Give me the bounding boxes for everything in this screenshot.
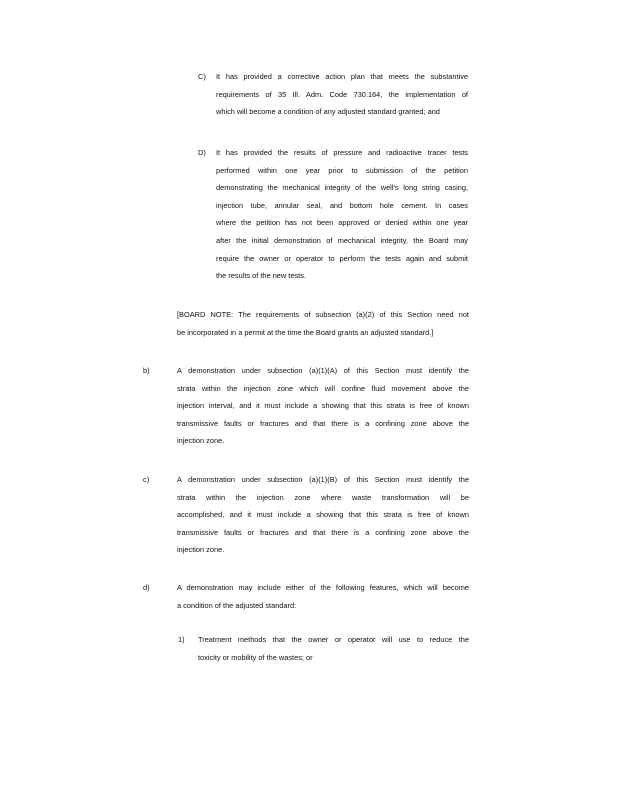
- paragraph-b: [177, 362, 469, 450]
- board-note: [177, 306, 469, 341]
- text-line: accomplished, and it must include a showing that this strata is free of known: [177, 510, 469, 520]
- text-line: A demonstration may include either of the following features, which will become: [177, 583, 469, 592]
- text-line: strata within the injection zone which will confine fluid movement above the: [177, 383, 469, 393]
- text-line: the results of the new tests.: [216, 271, 306, 281]
- text-line: strata within the injection zone where waste transformation will be: [177, 492, 469, 502]
- text-line: performed within one year prior to submission of the petition: [216, 165, 468, 175]
- paragraph-c-upper: [216, 68, 468, 121]
- text-line: which will become a condition of any adjusted standard granted; and: [216, 107, 440, 117]
- text-line: require the owner or operator to perform the tests again and submit: [216, 253, 468, 263]
- item-label-d: d): [143, 583, 150, 592]
- text-line: be incorporated in a permit at the time the Board grants an adjusted standard.]: [177, 327, 434, 337]
- text-line: Treatment methods that the owner or operator will use to reduce the: [198, 635, 469, 644]
- text-line: injection zone.: [177, 545, 225, 555]
- text-line: requirements of 35 Ill. Adm. Code 730.164, the implementation of: [216, 89, 468, 99]
- text-line: It has provided the results of pressure and radioactive tracer tests: [216, 148, 468, 157]
- text-line: A demonstration under subsection (a)(1)(B) of this Section must identify the: [177, 475, 469, 484]
- text-line: where the petition has not been approved or denied within one year: [216, 218, 468, 228]
- paragraph-d: [177, 579, 469, 614]
- paragraph-d-upper: [216, 144, 468, 285]
- item-label-c-upper: C): [198, 72, 206, 81]
- text-line: transmissive faults or fractures and that there is a confining zone above the: [177, 418, 469, 428]
- text-line: injection tube, annular seal, and bottom hole cement. In cases: [216, 200, 468, 210]
- item-label-1: 1): [178, 635, 185, 644]
- text-line: A demonstration under subsection (a)(1)(A) of this Section must identify the: [177, 366, 469, 375]
- text-line: injection zone.: [177, 436, 225, 446]
- text-line: toxicity or mobility of the wastes; or: [198, 652, 313, 662]
- text-line: demonstrating the mechanical integrity of the well's long string casing,: [216, 183, 468, 193]
- paragraph-c: [177, 471, 469, 559]
- text-line: a condition of the adjusted standard:: [177, 600, 297, 610]
- item-label-d-upper: D): [198, 148, 206, 157]
- text-line: [BOARD NOTE: The requirements of subsection (a)(2) of this Section need not: [177, 310, 469, 319]
- item-label-b: b): [143, 366, 150, 375]
- text-line: injection interval, and it must include a showing that this strata is free of known: [177, 401, 469, 411]
- text-line: after the initial demonstration of mechanical integrity, the Board may: [216, 235, 468, 245]
- item-label-c: c): [143, 475, 150, 484]
- text-line: transmissive faults or fractures and that there is a confining zone above the: [177, 527, 469, 537]
- paragraph-1: [198, 631, 469, 666]
- text-line: It has provided a corrective action plan that meets the substantive: [216, 72, 468, 81]
